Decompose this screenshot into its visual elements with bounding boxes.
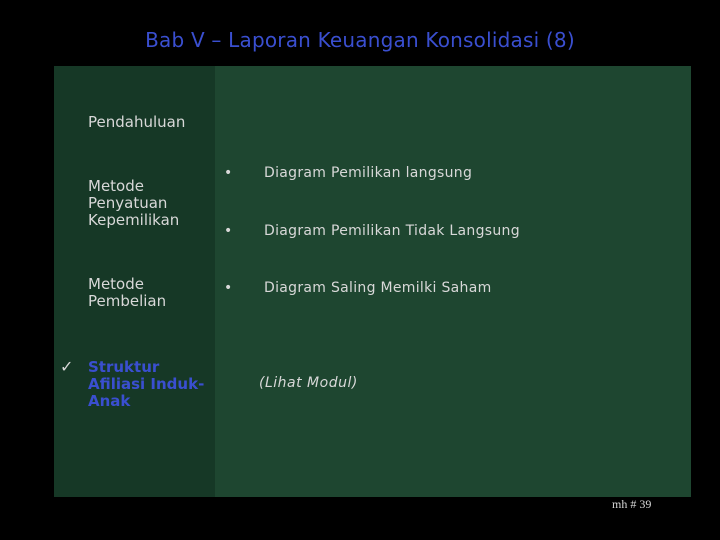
sidebar <box>54 66 215 497</box>
bullet-icon: • <box>224 223 233 239</box>
slide-title: Bab V – Laporan Keuangan Konsolidasi (8) <box>145 28 575 52</box>
bullet-text: Diagram Saling Memilki Saham <box>264 280 492 296</box>
sidebar-item-metode-penyatuan[interactable]: Metode Penyatuan Kepemilikan <box>88 177 180 229</box>
slide-number: mh # 39 <box>612 497 652 511</box>
bullet-text: Diagram Pemilikan Tidak Langsung <box>264 223 520 239</box>
content-panel <box>54 66 691 497</box>
module-note: (Lihat Modul) <box>259 375 358 391</box>
bullet-text: Diagram Pemilikan langsung <box>264 165 473 181</box>
bullet-icon: • <box>224 280 233 296</box>
sidebar-item-metode-pembelian[interactable]: Metode Pembelian <box>88 275 167 310</box>
sidebar-item-pendahuluan[interactable]: Pendahuluan <box>88 113 186 131</box>
check-icon: ✓ <box>60 357 74 376</box>
bullet-icon: • <box>224 165 233 181</box>
sidebar-item-struktur-afiliasi[interactable]: Struktur Afiliasi Induk-Anak <box>88 358 205 410</box>
